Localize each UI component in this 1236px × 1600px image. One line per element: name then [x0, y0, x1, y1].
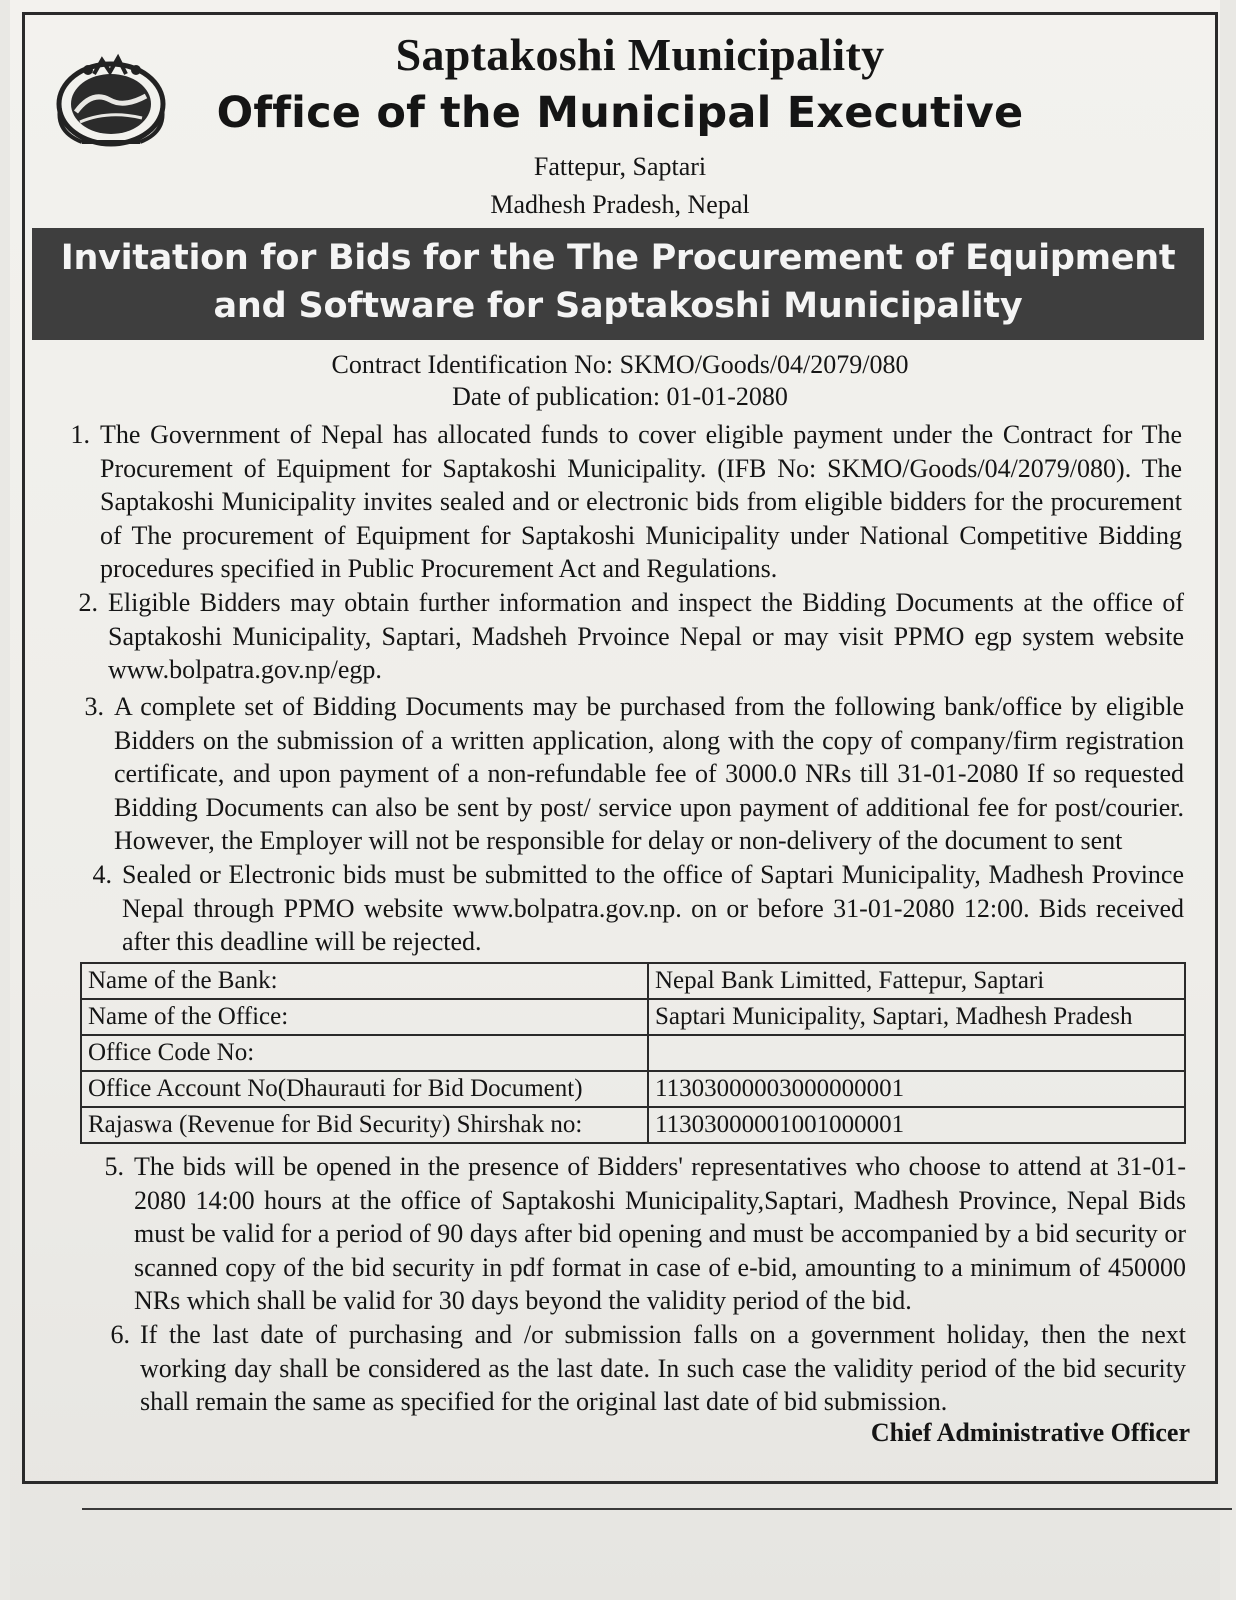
table-value-cell: Nepal Bank Limitted, Fattepur, Saptari	[648, 963, 1185, 999]
table-row	[81, 1035, 1185, 1071]
clause-number: 3.	[84, 692, 104, 721]
clause-text: Sealed or Electronic bids must be submitted to the office of Saptari Municipality, Madhesh Province Nepal through PPMO website www.bolpatra.gov.np. on or before 31-01-2080 12:00. Bids received after this deadline will be rejected.	[122, 860, 1184, 956]
clause-5	[104, 1150, 1186, 1318]
clause-text: The Government of Nepal has allocated funds to cover eligible payment under the Contract for The Procurement of Equipment for Saptakoshi Municipality. (IFB No: SKMO/Goods/04/2079/080). The Saptakoshi Municipality invites sealed and or electronic bids from eligible bidders for the procurement of The procurement of Equipment for Saptakoshi Municipality under National Competitive Bidding procedures specified in Public Procurement Act and Regulations.	[100, 420, 1182, 583]
table-label-cell: Office Code No:	[81, 1035, 648, 1071]
clause-3	[84, 690, 1184, 858]
clause-2	[78, 586, 1184, 687]
clause-text: A complete set of Bidding Documents may be purchased from the following bank/office by eligible Bidders on the submission of a written application, along with the copy of company/firm registration certificate, and upon payment of a non-refundable fee of 3000.0 NRs till 31-01-2080 If so requested Bidding Documents can also be sent by post/ service upon payment of additional fee for post/courier. However, the Employer will not be responsible for delay or non-delivery of the document to sent	[114, 692, 1184, 855]
contract-identification: Contract Identification No: SKMO/Goods/04/2079/080	[331, 350, 909, 379]
table-label-cell: Name of the Office:	[81, 999, 648, 1035]
municipality-name: Saptakoshi Municipality	[395, 29, 885, 80]
bank-details-table	[80, 962, 1186, 1144]
table-value-cell: Saptari Municipality, Saptari, Madhesh Pradesh	[648, 999, 1185, 1035]
clause-number: 4.	[92, 860, 112, 889]
table-row	[81, 1107, 1185, 1143]
clause-text: The bids will be opened in the presence of Bidders' representatives who choose to attend at 31-01-2080 14:00 hours at the office of Saptakoshi Municipality,Saptari, Madhesh Province, Nepal Bids must be valid for a period of 90 days after bid opening and must be accompanied by a bid security or scanned copy of the bid security in pdf format in case of e-bid, amounting to a minimum of 450000 NRs which shall be valid for 30 days beyond the validity period of the bid.	[134, 1152, 1186, 1315]
table-row	[81, 963, 1185, 999]
clause-number: 1.	[70, 420, 90, 449]
notice-title-banner	[32, 228, 1204, 340]
table-label-cell: Office Account No(Dhaurauti for Bid Document)	[81, 1071, 648, 1107]
table-row	[81, 1071, 1185, 1107]
signatory: Chief Administrative Officer	[870, 1418, 1190, 1447]
table-value-cell: 11303000001001000001	[648, 1107, 1185, 1143]
clause-6	[110, 1318, 1186, 1419]
table-label-cell: Rajaswa (Revenue for Bid Security) Shirshak no:	[81, 1107, 648, 1143]
table-label-cell: Name of the Bank:	[81, 963, 648, 999]
nepal-government-emblem-icon	[52, 52, 170, 148]
table-value-cell	[648, 1035, 1185, 1071]
notice-title-line-2: and Software for Saptakoshi Municipality	[213, 286, 1023, 326]
bottom-divider	[82, 1508, 1232, 1510]
clause-4	[92, 858, 1184, 959]
clause-number: 6.	[110, 1320, 130, 1349]
notice-title-line-1: Invitation for Bids for the The Procurement of Equipment	[60, 238, 1176, 278]
office-name: Office of the Municipal Executive	[216, 88, 1024, 138]
newspaper-page	[10, 0, 1220, 1600]
table-value-cell: 11303000003000000001	[648, 1071, 1185, 1107]
clause-1	[70, 418, 1182, 586]
table-row	[81, 999, 1185, 1035]
clause-text: Eligible Bidders may obtain further information and inspect the Bidding Documents at the office of Saptakoshi Municipality, Saptari, Madsheh Prvoince Nepal or may visit PPMO egp system website www.bolpatra.gov.np/egp.	[108, 588, 1184, 684]
address-line-2: Madhesh Pradesh, Nepal	[490, 190, 750, 219]
address-line-1: Fattepur, Saptari	[533, 152, 707, 181]
clause-number: 2.	[78, 588, 98, 617]
clause-text: If the last date of purchasing and /or submission falls on a government holiday, then the next working day shall be considered as the last date. In such case the validity period of the bid security shall remain the same as specified for the original last date of bid submission.	[140, 1320, 1186, 1416]
publication-date: Date of publication: 01-01-2080	[452, 382, 788, 411]
clause-number: 5.	[104, 1152, 124, 1181]
